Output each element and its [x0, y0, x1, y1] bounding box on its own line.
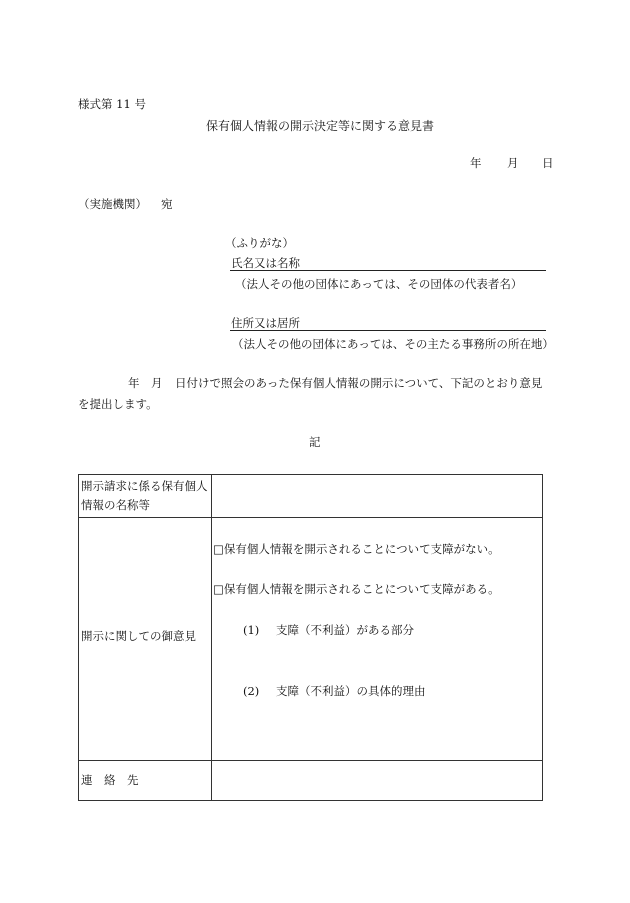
- date-day: 日: [542, 156, 554, 170]
- address-note: （法人その他の団体にあっては、その主たる事務所の所在地）: [232, 337, 554, 351]
- addressee-org: （実施機関）: [78, 197, 147, 211]
- opinion-label-cell: [79, 518, 212, 761]
- sub-item-2-number: (2): [243, 684, 260, 698]
- body-month: 月: [151, 376, 163, 390]
- opinion-label: 開示に関しての御意見: [81, 629, 196, 644]
- name-label: 氏名又は名称: [231, 256, 300, 270]
- ki-heading: 記: [309, 435, 321, 449]
- date-year: 年: [470, 156, 482, 170]
- info-name-label-line1: 開示請求に係る保有個人: [81, 479, 208, 493]
- date-month: 月: [507, 156, 519, 170]
- table-row: [79, 761, 543, 801]
- option-has-issue[interactable]: □保有個人情報を開示されることについて支障がある。: [213, 582, 500, 596]
- name-note: （法人その他の団体にあっては、その団体の代表者名）: [235, 277, 523, 291]
- furigana-label: （ふりがな）: [225, 236, 294, 250]
- contact-label: 連 絡 先: [81, 772, 139, 787]
- name-underline: [230, 270, 546, 271]
- body-line1: 日付けで照会のあった保有個人情報の開示について、下記のとおり意見: [175, 376, 543, 390]
- sub-item-2-label: 支障（不利益）の具体的理由: [276, 684, 426, 698]
- opinion-value-cell: [212, 518, 543, 761]
- address-underline: [230, 330, 546, 331]
- contact-value-cell[interactable]: [212, 761, 543, 801]
- table-row: [79, 475, 543, 518]
- info-name-value-cell[interactable]: [212, 475, 543, 518]
- sub-item-1-number: (1): [243, 623, 260, 637]
- contact-label-cell: [79, 761, 212, 801]
- sub-item-1-label: 支障（不利益）がある部分: [276, 623, 414, 637]
- opinion-table: [78, 474, 543, 801]
- info-name-label-cell: [79, 475, 212, 518]
- address-label: 住所又は居所: [231, 316, 300, 330]
- info-name-label-line2: 情報の名称等: [81, 498, 150, 512]
- document-title: 保有個人情報の開示決定等に関する意見書: [206, 119, 435, 133]
- addressee-honorific: 宛: [161, 197, 173, 211]
- body-line2: を提出します。: [78, 397, 158, 411]
- table-row: [79, 518, 543, 761]
- form-number: 様式第 11 号: [78, 97, 146, 111]
- body-year: 年: [128, 376, 140, 390]
- option-no-issue[interactable]: □保有個人情報を開示されることについて支障がない。: [213, 542, 500, 556]
